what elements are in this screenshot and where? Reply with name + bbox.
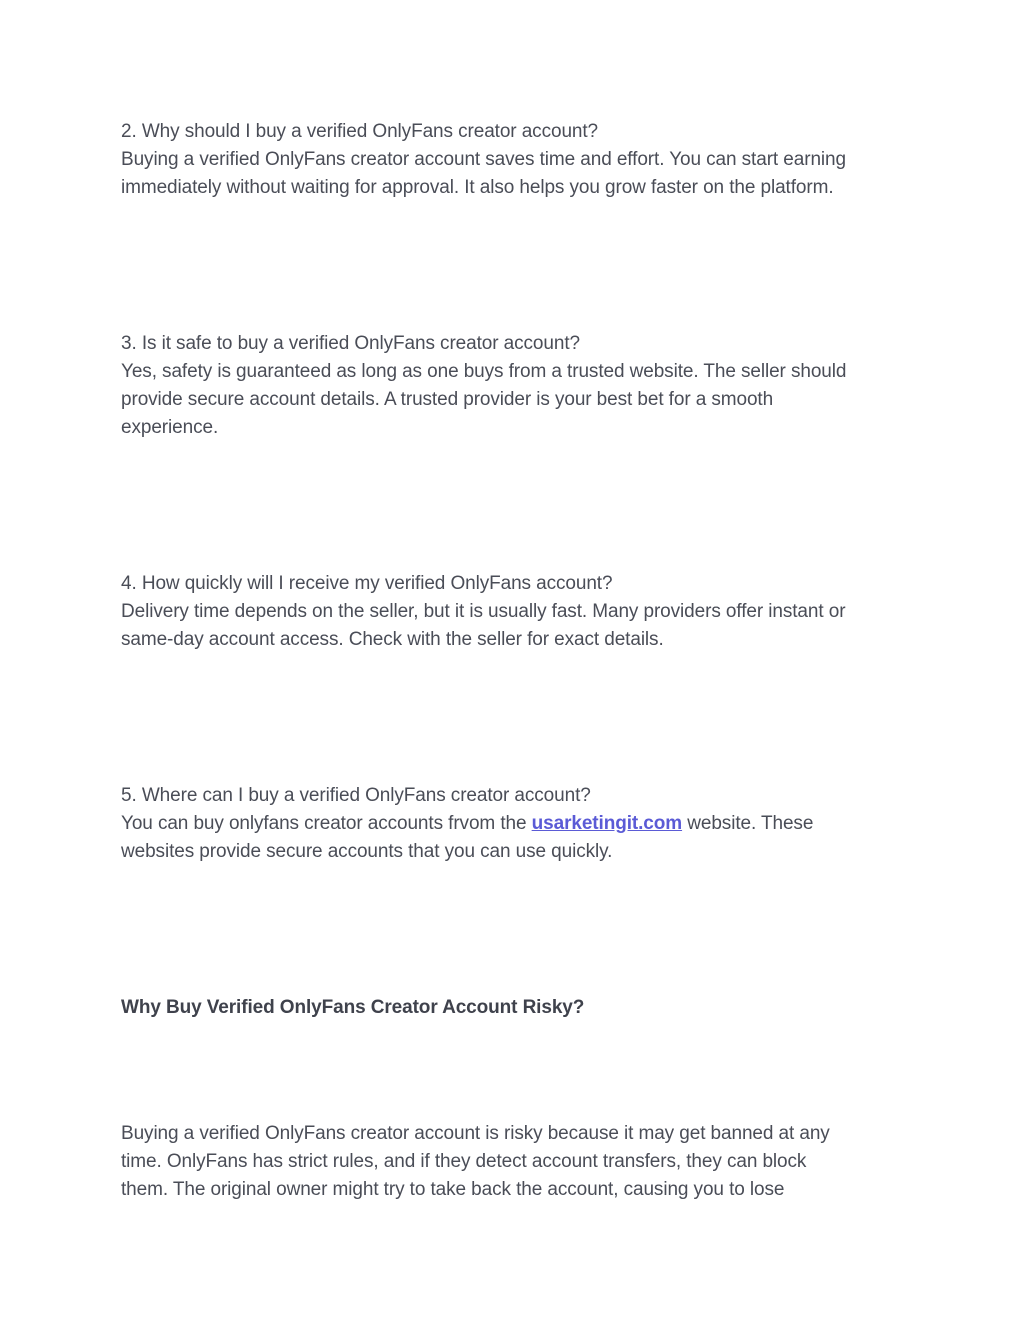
faq-question: 5. Where can I buy a verified OnlyFans creator account? <box>121 785 591 806</box>
section-body-line: them. The original owner might try to take back the account, causing you to lose <box>121 1179 785 1200</box>
faq-item-5 <box>121 782 911 866</box>
faq-item-3 <box>121 330 911 442</box>
section-heading-text: Why Buy Verified OnlyFans Creator Account Risky? <box>121 997 585 1018</box>
faq-answer-line: experience. <box>121 417 219 438</box>
faq-item-4 <box>121 570 911 654</box>
faq-question: 4. How quickly will I receive my verified OnlyFans account? <box>121 573 613 594</box>
faq-question: 2. Why should I buy a verified OnlyFans creator account? <box>121 121 599 142</box>
faq-answer-line: immediately without waiting for approval. It also helps you grow faster on the platform. <box>121 177 834 198</box>
faq-answer-line: provide secure account details. A trusted provider is your best bet for a smooth <box>121 389 774 410</box>
faq-item-2 <box>121 118 911 202</box>
faq-answer-line: Buying a verified OnlyFans creator account saves time and effort. You can start earning <box>121 149 846 170</box>
section-body <box>121 1120 911 1204</box>
faq-answer-line <box>121 810 911 838</box>
section-body-line: Buying a verified OnlyFans creator account is risky because it may get banned at any <box>121 1123 830 1144</box>
usarketingit-link[interactable]: usarketingit.com <box>531 813 683 834</box>
faq-answer-line: same-day account access. Check with the seller for exact details. <box>121 629 664 650</box>
faq-question: 3. Is it safe to buy a verified OnlyFans creator account? <box>121 333 580 354</box>
section-heading <box>121 994 911 1022</box>
section-body-line: time. OnlyFans has strict rules, and if they detect account transfers, they can block <box>121 1151 807 1172</box>
faq-answer-line: websites provide secure accounts that you can use quickly. <box>121 841 613 862</box>
faq-answer-line: Yes, safety is guaranteed as long as one buys from a trusted website. The seller should <box>121 361 847 382</box>
faq-answer-line: Delivery time depends on the seller, but it is usually fast. Many providers offer instant or <box>121 601 846 622</box>
answer-text-suffix: website. These <box>682 813 814 834</box>
answer-text-prefix: You can buy onlyfans creator accounts frvom the <box>121 813 532 834</box>
